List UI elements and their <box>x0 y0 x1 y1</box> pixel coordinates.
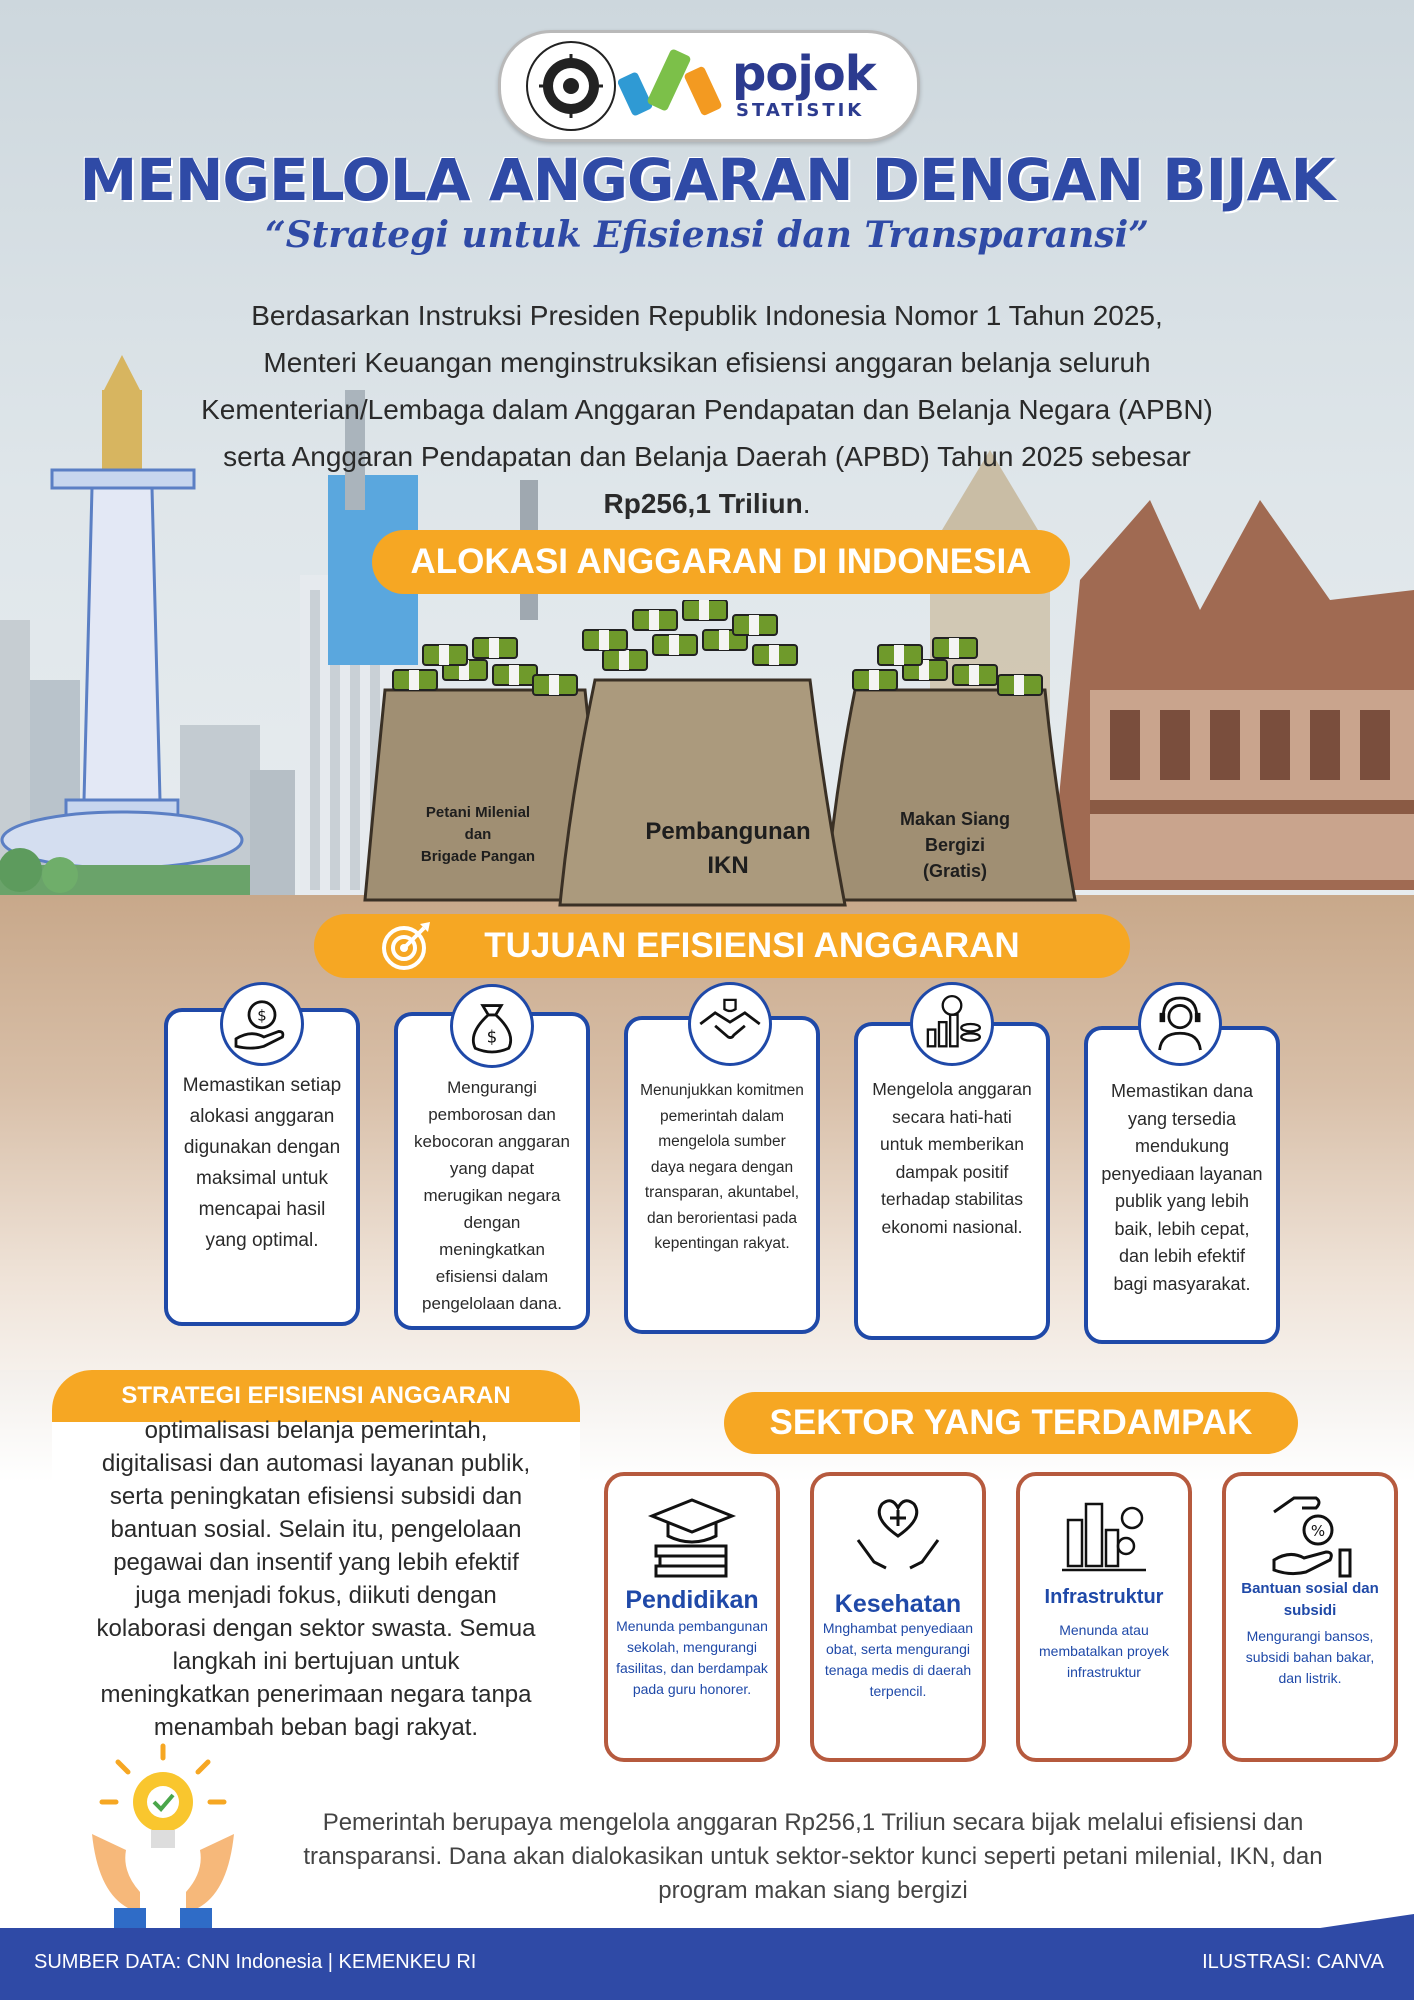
health-icon <box>852 1490 944 1582</box>
sektor-heading: SEKTOR YANG TERDAMPAK <box>724 1392 1298 1454</box>
amount-suffix: . <box>802 488 811 519</box>
sack-label-petani: Petani Milenial dan Brigade Pangan <box>420 804 536 865</box>
intro-line: serta Anggaran Pendapatan dan Belanja Daerah (APBD) Tahun 2025 sebesar <box>223 441 1191 472</box>
strategy-heading: STRATEGI EFISIENSI ANGGARAN <box>52 1370 580 1422</box>
sector-name: Bantuan sosial dan subsidi <box>1241 1580 1379 1619</box>
page-subtitle: “Strategi untuk Efisiensi dan Transparansi” <box>264 214 1149 256</box>
goal-text: Memastikan setiap alokasi anggaran digunakan dengan maksimal untuk mencapai hasil yang optimal. <box>182 1075 342 1251</box>
handshake-icon <box>688 982 772 1066</box>
intro-line: Kementerian/Lembaga dalam Anggaran Pendapatan dan Belanja Negara (APBN) <box>201 394 1213 425</box>
sector-desc: Menunda pembangunan sekolah, mengurangi fasilitas, dan berdampak pada guru honorer. <box>616 1618 768 1697</box>
tujuan-heading: TUJUAN EFISIENSI ANGGARAN <box>314 914 1130 978</box>
sector-desc: Menunda atau membatalkan proyek infrastruktur <box>1039 1622 1169 1680</box>
money-bag-icon <box>450 984 534 1068</box>
social-aid-icon <box>1264 1490 1356 1582</box>
growth-chart-icon <box>910 982 994 1066</box>
strategy-paragraph: optimalisasi belanja pemerintah, digitalisasi dan automasi layanan publik, serta peningkatan efisiensi subsidi dan bantuan sosial. Selain itu, pengelolaan pegawai dan insentif yang lebih efektif juga menjadi fokus, diikuti dengan kolaborasi dengan sektor swasta. Semua langkah ini bertujuan untuk meningkatkan penerimaan negara tanpa menambah beban bagi rakyat. <box>96 1417 536 1741</box>
goal-text: Mengurangi pemborosan dan kebocoran anggaran yang dapat merugikan negara dengan meningkatkan efisiensi dalam pengelolaan dana. <box>414 1078 570 1313</box>
svg-text:$: $ <box>486 1026 498 1047</box>
intro-line: Menteri Keuangan menginstruksikan efisiensi anggaran belanja seluruh <box>263 347 1151 378</box>
target-icon <box>380 920 432 972</box>
unm-seal-logo <box>522 40 620 132</box>
sack-label-ikn: Pembangunan IKN <box>645 818 811 879</box>
goal-card <box>854 1022 1050 1340</box>
infrastructure-icon <box>1058 1490 1150 1582</box>
goal-card <box>1084 1026 1280 1344</box>
hand-coin-icon <box>220 982 304 1066</box>
budget-amount: Rp256,1 Triliun <box>603 488 803 519</box>
sector-card-bansos <box>1222 1472 1398 1762</box>
customer-service-icon <box>1138 982 1222 1066</box>
goal-text: Mengelola anggaran secara hati-hati untuk memberikan dampak positif terhadap stabilitas ekonomi nasional. <box>872 1079 1032 1237</box>
goal-text: Menunjukkan komitmen pemerintah dalam mengelola sumber daya negara dengan transparan, akuntabel, dan berorientasi pada kepentingan rakyat. <box>640 1082 804 1252</box>
svg-text:%: % <box>1310 1522 1326 1540</box>
bps-logo-icon <box>618 44 726 128</box>
sector-card-pendidikan <box>604 1472 780 1762</box>
source-credit: SUMBER DATA: CNN Indonesia | KEMENKEU RI <box>34 1951 477 1973</box>
intro-paragraph <box>110 292 1304 527</box>
education-icon <box>646 1490 738 1582</box>
sector-desc: Mnghambat penyediaan obat, serta mengurangi tenaga medis di daerah terpencil. <box>822 1620 974 1699</box>
illustration-credit: ILUSTRASI: CANVA <box>1202 1951 1384 1973</box>
sector-desc: Mengurangi bansos, subsidi bahan bakar, dan listrik. <box>1245 1628 1375 1686</box>
sector-card-kesehatan <box>810 1472 986 1762</box>
sector-name: Kesehatan <box>834 1590 962 1618</box>
sector-name: Pendidikan <box>625 1586 759 1614</box>
alokasi-heading: ALOKASI ANGGARAN DI INDONESIA <box>372 530 1070 594</box>
summary-paragraph: Pemerintah berupaya mengelola anggaran Rp256,1 Triliun secara bijak melalui efisiensi dan transparansi. Dana akan dialokasikan untuk sektor-sektor kunci seperti petani milenial, IKN, dan program makan siang bergizi <box>303 1809 1323 1904</box>
sector-card-infrastruktur <box>1016 1472 1192 1762</box>
hands-lightbulb-illustration <box>88 1742 238 1932</box>
brand-statistik-text: STATISTIK <box>736 100 865 121</box>
sector-name: Infrastruktur <box>1044 1586 1164 1608</box>
brand-pojok-text: pojok <box>732 46 876 102</box>
svg-text:$: $ <box>257 1006 267 1025</box>
sack-label-makan-siang: Makan Siang Bergizi (Gratis) <box>899 809 1011 881</box>
goal-text: Memastikan dana yang tersedia mendukung penyediaan layanan publik yang lebih baik, lebih cepat, dan lebih efektif bagi masyarakat. <box>1101 1081 1263 1294</box>
page-title: MENGELOLA ANGGARAN DENGAN BIJAK <box>79 146 1335 214</box>
intro-line: Berdasarkan Instruksi Presiden Republik Indonesia Nomor 1 Tahun 2025, <box>251 300 1163 331</box>
